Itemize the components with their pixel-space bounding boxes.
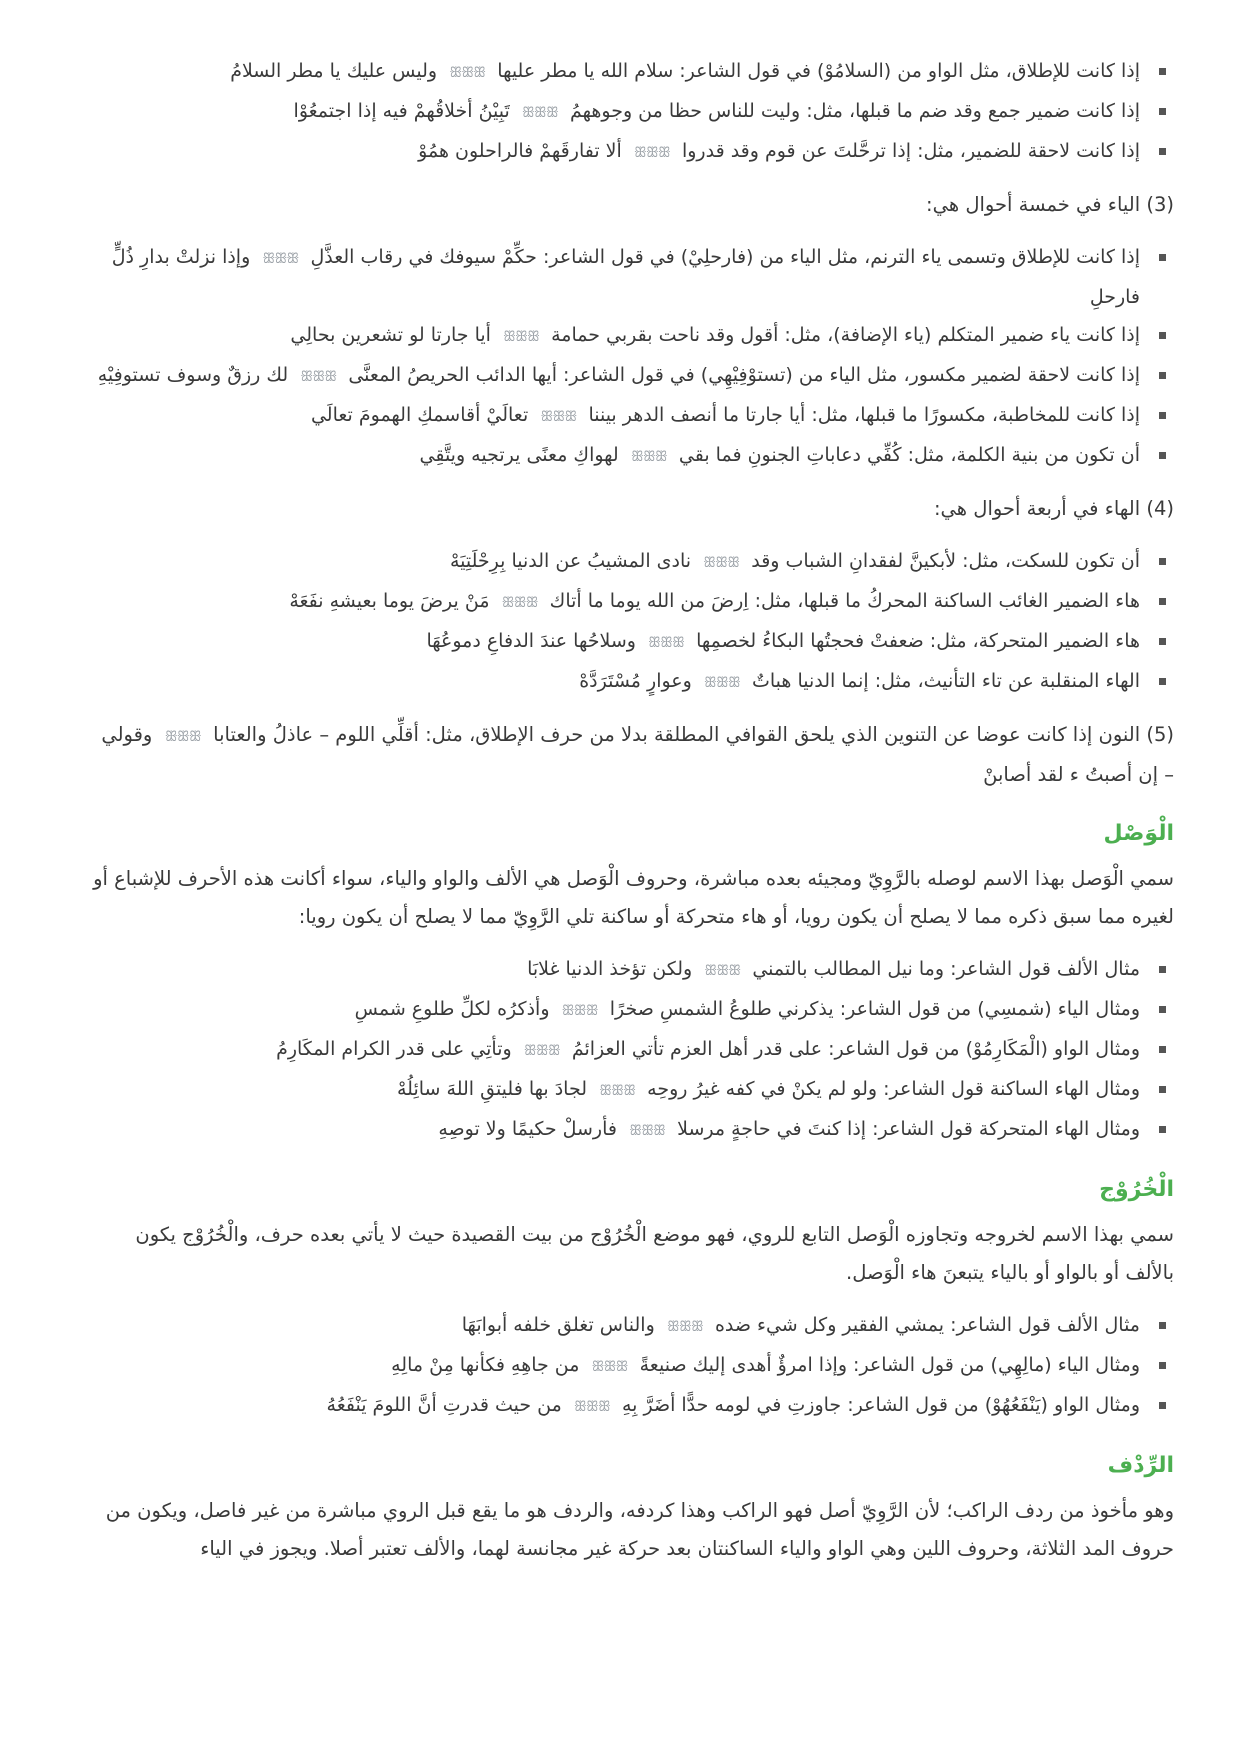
verse-separator: ꕥꕥꕥ (501, 595, 538, 611)
list-item: هاء الضمير المتحركة، مثل: ضعفتْ فحجتُها البكاءُ لخصمِها ꕥꕥꕥ وسلاحُها عندَ الدفاعِ دموعُهَا (86, 622, 1174, 662)
verse-separator: ꕥꕥꕥ (629, 1123, 666, 1139)
list-item: الهاء المنقلبة عن تاء التأنيث، مثل: إنما الدنيا هباتٌ ꕥꕥꕥ وعوارٍ مُسْتَرَدَّهْ (86, 662, 1174, 702)
list-item: إذا كانت للإطلاق، مثل الواو من (السلامُوْ) في قول الشاعر: سلام الله يا مطر عليها ꕥꕥꕥ وليس عليك يا مطر السلامُ (86, 52, 1174, 92)
list-item: إذا كانت ضمير جمع وقد ضم ما قبلها، مثل: وليت للناس حظا من وجوههمُ ꕥꕥꕥ تَبِيْنُ أخلاقُهمْ فيه إذا اجتمعُوْا (86, 92, 1174, 132)
list-item: ومثال الهاء المتحركة قول الشاعر: إذا كنتَ في حاجةٍ مرسلا ꕥꕥꕥ فأرسلْ حكيمًا ولا توصِهِ (86, 1110, 1174, 1150)
list-item: إذا كانت للمخاطبة، مكسورًا ما قبلها، مثل: أيا جارتا ما أنصف الدهر بيننا ꕥꕥꕥ تعالَيْ أقاسمكِ الهمومَ تعالَي (86, 396, 1174, 436)
nun-paragraph: (5) النون إذا كانت عوضا عن التنوين الذي يلحق القوافي المطلقة بدلا من حرف الإطلاق، مثل: أقلِّي اللوم – عاذلُ والعتابا ꕥꕥꕥ وقولي – إن أصبتُ ء لقد أصابنْ (101, 723, 1174, 786)
content-column (86, 52, 1174, 1568)
verse-separator: ꕥꕥꕥ (523, 1043, 560, 1059)
list-item: إذا كانت للإطلاق وتسمى ياء الترنم، مثل الياء من (فارحلِيْ) في قول الشاعر: حكِّمْ سيوفك في رقاب العذَّلِ ꕥꕥꕥ وإذا نزلتْ بدارِ ذُلٍّ فارحلِ (86, 238, 1174, 316)
wasl-list (86, 950, 1174, 1150)
verse-separator: ꕥꕥꕥ (630, 449, 667, 465)
list-item: أن تكون من بنية الكلمة، مثل: كُفِّي دعاباتِ الجنونِ فما بقي ꕥꕥꕥ لهواكِ معنًى يرتجيه ويتَّقِي (86, 436, 1174, 476)
waw-list (86, 52, 1174, 172)
list-item: ومثال الياء (مالِهِي) من قول الشاعر: وإذا امرؤٌ أهدى إليك صنيعةً ꕥꕥꕥ من جاهِهِ فكأنها مِنْ مالِهِ (86, 1346, 1174, 1386)
ha-list (86, 542, 1174, 702)
verse-separator: ꕥꕥꕥ (521, 105, 558, 121)
verse-separator: ꕥꕥꕥ (704, 963, 741, 979)
wasl-heading: الْوَصْل (1103, 821, 1174, 846)
verse-separator: ꕥꕥꕥ (633, 145, 670, 161)
list-item: إذا كانت لاحقة لضمير مكسور، مثل الياء من (تستوْفِيْهِي) في قول الشاعر: أيها الدائب الحريصُ المعنَّى ꕥꕥꕥ لك رزقٌ وسوف تستوفِيْهِ (86, 356, 1174, 396)
verse-separator: ꕥꕥꕥ (449, 65, 486, 81)
verse-separator: ꕥꕥꕥ (599, 1083, 636, 1099)
ridf-heading: الرِّدْف (1107, 1453, 1174, 1478)
verse-separator: ꕥꕥꕥ (703, 555, 740, 571)
list-item: مثال الألف قول الشاعر: وما نيل المطالب بالتمني ꕥꕥꕥ ولكن تؤخذ الدنيا غلابَا (86, 950, 1174, 990)
list-item: ومثال الواو (الْمَكَارِمُوْ) من قول الشاعر: على قدر أهل العزم تأتي العزائمُ ꕥꕥꕥ وتأتِي على قدر الكرام المكَارِمُ (86, 1030, 1174, 1070)
verse-separator: ꕥꕥꕥ (503, 329, 540, 345)
khuruj-list (86, 1306, 1174, 1426)
list-item: أن تكون للسكت، مثل: لأبكينَّ لفقدانِ الشباب وقد ꕥꕥꕥ نادى المشيبُ عن الدنيا بِرِحْلَتِيَهْ (86, 542, 1174, 582)
verse-separator: ꕥꕥꕥ (591, 1359, 628, 1375)
ya-section-title: (3) الياء في خمسة أحوال هي: (926, 193, 1174, 216)
list-item: إذا كانت لاحقة للضمير، مثل: إذا ترحَّلتَ عن قوم وقد قدروا ꕥꕥꕥ ألا تفارقَهمْ فالراحلون همُوْ (86, 132, 1174, 172)
list-item: هاء الضمير الغائب الساكنة المحركُ ما قبلها، مثل: اِرضَ من الله يوما ما أتاك ꕥꕥꕥ مَنْ يرضَ يوما بعيشهِ نفَعَهْ (86, 582, 1174, 622)
verse-separator: ꕥꕥꕥ (540, 409, 577, 425)
khuruj-heading: الْخُرُوْج (1099, 1177, 1174, 1202)
verse-separator: ꕥꕥꕥ (703, 675, 740, 691)
list-item: ومثال الياء (شمسِي) من قول الشاعر: يذكرني طلوعُ الشمسِ صخرًا ꕥꕥꕥ وأذكرُه لكلِّ طلوعِ شمسِ (86, 990, 1174, 1030)
verse-separator: ꕥꕥꕥ (561, 1003, 598, 1019)
verse-separator: ꕥꕥꕥ (573, 1399, 610, 1415)
khuruj-paragraph: سمي بهذا الاسم لخروجه وتجاوزه الْوَصل التابع للروي، فهو موضع الْخُرُوْج من بيت القصيدة حيث لا يأتي بعده حرف، والْخُرُوْج يكون بالألف أو بالواو أو بالياء يتبعنَ هاء الْوَصل. (135, 1223, 1174, 1284)
wasl-paragraph: سمي الْوَصل بهذا الاسم لوصله بالرَّوِيّ ومجيئه بعده مباشرة، وحروف الْوَصل هي الألف والواو والياء، سواء أكانت هذه الأحرف للإشباع أو لغيره مما سبق ذكره مما لا يصلح أن يكون رويا، أو هاء متحركة أو ساكنة تلي الرَّوِيّ مما لا يصلح أن يكون رويا: (93, 867, 1174, 928)
verse-separator: ꕥꕥꕥ (164, 729, 201, 745)
list-item: مثال الألف قول الشاعر: يمشي الفقير وكل شيء ضده ꕥꕥꕥ والناس تغلق خلفه أبوابَهَا (86, 1306, 1174, 1346)
verse-separator: ꕥꕥꕥ (666, 1319, 703, 1335)
ridf-paragraph: وهو مأخوذ من ردف الراكب؛ لأن الرَّوِيّ أصل فهو الراكب وهذا كردفه، والردف هو ما يقع قبل الروي مباشرة من غير فاصل، ويكون من حروف المد الثلاثة، وحروف اللين وهي الواو والياء الساكنتان بعد حركة غير مجانسة لهما، والألف تعتبر أصلا. ويجوز في الياء (105, 1499, 1174, 1560)
ya-list (86, 238, 1174, 476)
ha-section-title: (4) الهاء في أربعة أحوال هي: (933, 497, 1174, 520)
list-item: ومثال الواو (يَنْفَعُهُوْ) من قول الشاعر: جاوزتِ في لومه حدًّا أضَرَّ بِهِ ꕥꕥꕥ من حيث قدرتِ أنَّ اللومَ يَنْفَعُهُ (86, 1386, 1174, 1426)
verse-separator: ꕥꕥꕥ (648, 635, 684, 651)
verse-separator: ꕥꕥꕥ (262, 251, 299, 267)
list-item: إذا كانت ياء ضمير المتكلم (ياء الإضافة)، مثل: أقول وقد ناحت بقربي حمامة ꕥꕥꕥ أيا جارتا لو تشعرين بحالِي (86, 316, 1174, 356)
list-item: ومثال الهاء الساكنة قول الشاعر: ولو لم يكنْ في كفه غيرُ روحِه ꕥꕥꕥ لجادَ بها فليتقِ اللهَ سائِلُهْ (86, 1070, 1174, 1110)
verse-separator: ꕥꕥꕥ (300, 369, 337, 385)
